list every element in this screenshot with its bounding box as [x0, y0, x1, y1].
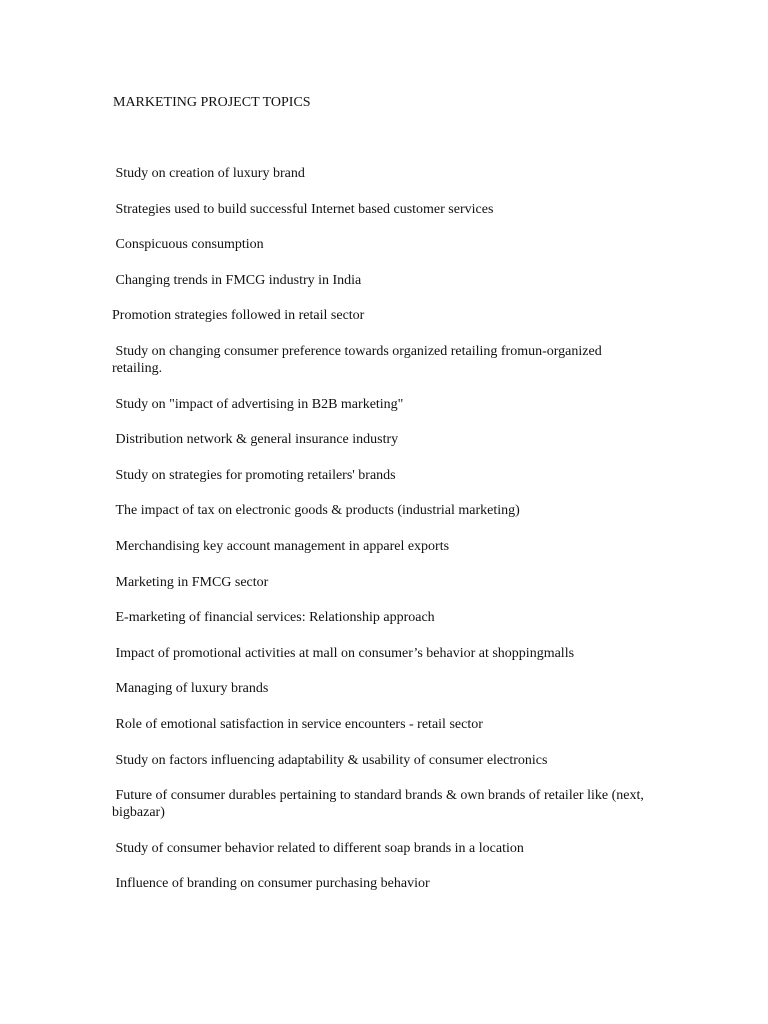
topic-item: Managing of luxury brands	[112, 681, 269, 697]
topic-list	[112, 165, 652, 911]
topic-item: Study on strategies for promoting retailers' brands	[112, 467, 396, 483]
topic-item: Study on changing consumer preference towards organized retailing fromun-organized retailing.	[112, 343, 606, 376]
topic-item: Promotion strategies followed in retail sector	[112, 308, 365, 324]
topic-item: Marketing in FMCG sector	[112, 574, 269, 590]
topic-item: Influence of branding on consumer purchasing behavior	[112, 876, 430, 892]
topic-item: The impact of tax on electronic goods & products (industrial marketing)	[112, 503, 520, 519]
topic-item: Conspicuous consumption	[112, 237, 264, 253]
topic-item: Distribution network & general insurance industry	[112, 432, 399, 448]
topic-item: Study on creation of luxury brand	[112, 166, 305, 181]
topic-item: E-marketing of financial services: Relationship approach	[112, 610, 435, 626]
topic-item: Strategies used to build successful Internet based customer services	[112, 201, 494, 217]
topic-item: Study on "impact of advertising in B2B marketing"	[112, 396, 404, 412]
topic-item: Role of emotional satisfaction in service encounters - retail sector	[112, 716, 483, 732]
topic-item: Changing trends in FMCG industry in India	[112, 272, 362, 288]
topic-item: Study on factors influencing adaptability & usability of consumer electronics	[112, 752, 548, 768]
topic-item: Future of consumer durables pertaining to standard brands & own brands of retailer like (next, bigbazar)	[112, 788, 648, 821]
topic-item: Impact of promotional activities at mall on consumer’s behavior at shoppingmalls	[112, 645, 575, 661]
topic-item: Merchandising key account management in apparel exports	[112, 538, 450, 554]
topic-item: Study of consumer behavior related to different soap brands in a location	[112, 840, 524, 856]
page-title: MARKETING PROJECT TOPICS	[113, 95, 311, 110]
